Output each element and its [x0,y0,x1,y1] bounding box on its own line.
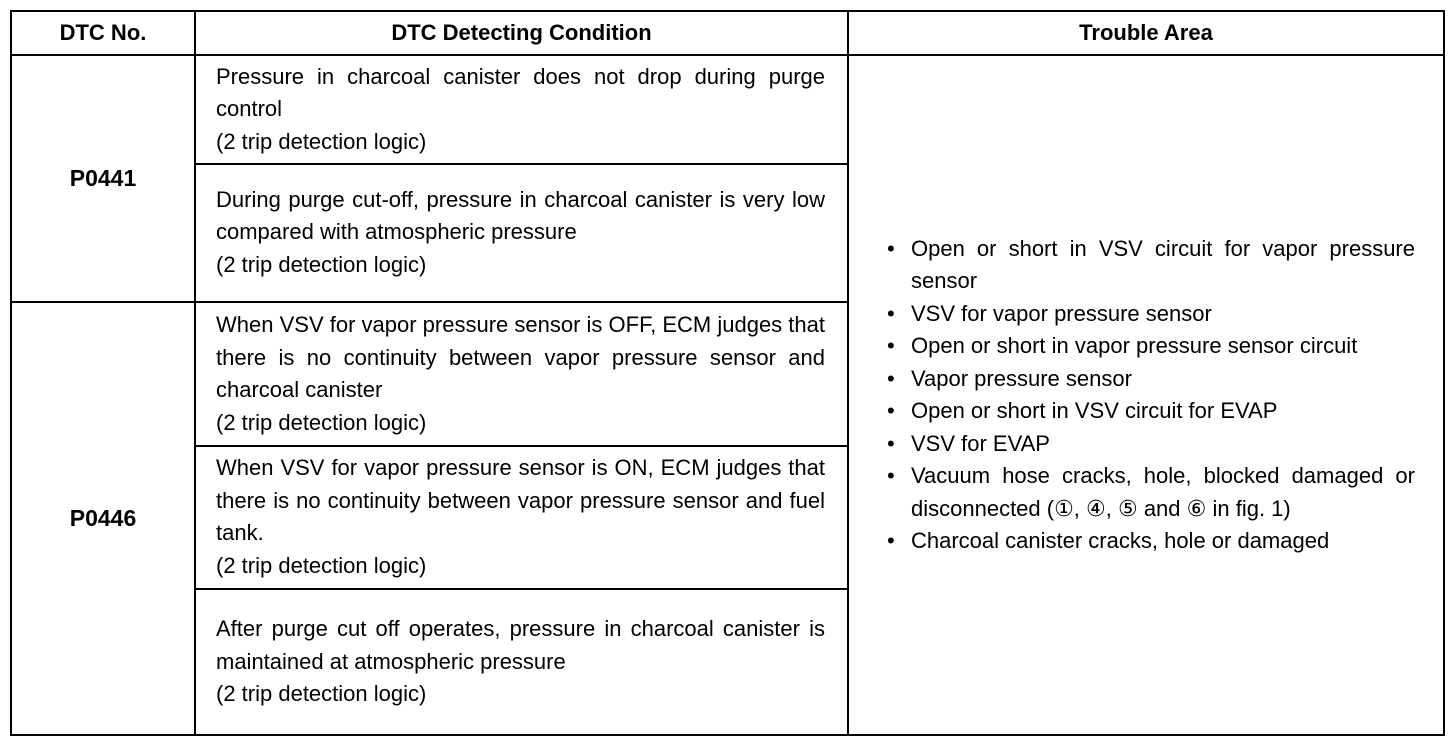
header-detecting-condition: DTC Detecting Condition [195,11,848,55]
bullet-icon: • [887,463,895,488]
condition-cell [195,302,848,446]
dtc-code-p0446: P0446 [11,302,195,735]
trouble-item-text: Vapor pressure sensor [911,365,1132,391]
condition-text: When VSV for vapor pressure sensor is ON, ECM judges that there is no continuity between vapor pressure sensor and fuel tank. [216,455,825,546]
condition-logic: (2 trip detection logic) [216,251,427,277]
condition-text: After purge cut off operates, pressure in charcoal canister is maintained at atmospheric pressure [216,616,825,674]
condition-text: When VSV for vapor pressure sensor is OFF, ECM judges that there is no continuity between vapor pressure sensor and charcoal canister [216,312,825,403]
condition-logic: (2 trip detection logic) [216,128,427,154]
bullet-icon: • [887,398,895,423]
trouble-item-text: Open or short in VSV circuit for EVAP [911,398,1278,423]
header-dtc-no: DTC No. [11,11,195,55]
dtc-table [10,10,1445,736]
condition-cell [195,589,848,735]
condition-cell [195,55,848,164]
condition-logic: (2 trip detection logic) [216,409,427,435]
list-item [887,363,1415,396]
condition-text: Pressure in charcoal canister does not drop during purge control [216,63,825,122]
list-item [887,395,1415,428]
list-item [887,460,1415,525]
condition-text: During purge cut-off, pressure in charcoal canister is very low compared with atmospheric pressure [216,186,825,245]
header-row [11,11,1444,55]
condition-logic: (2 trip detection logic) [216,681,427,707]
bullet-icon: • [887,365,895,391]
bullet-icon: • [887,235,895,261]
header-trouble-area: Trouble Area [848,11,1444,55]
condition-cell [195,164,848,302]
trouble-item-text: Open or short in VSV circuit for vapor pressure sensor [911,235,1415,293]
bullet-icon: • [887,430,895,456]
trouble-item-text: VSV for EVAP [911,430,1050,456]
trouble-area-cell [848,55,1444,735]
condition-logic: (2 trip detection logic) [216,552,427,578]
bullet-icon: • [887,300,895,326]
trouble-area-list [887,233,1415,558]
trouble-item-text: VSV for vapor pressure sensor [911,300,1212,326]
trouble-item-text: Charcoal canister cracks, hole or damaged [911,528,1330,553]
list-item [887,525,1415,558]
list-item [887,298,1415,331]
table-row [11,55,1444,164]
bullet-icon: • [887,528,895,553]
list-item [887,428,1415,461]
dtc-code-p0441: P0441 [11,55,195,302]
list-item [887,233,1415,298]
trouble-item-text: Vacuum hose cracks, hole, blocked damaged or disconnected (①, ④, ⑤ and ⑥ in fig. 1) [911,463,1415,521]
list-item [887,330,1415,363]
condition-cell [195,446,848,588]
bullet-icon: • [887,333,895,358]
trouble-item-text: Open or short in vapor pressure sensor circuit [911,333,1358,358]
